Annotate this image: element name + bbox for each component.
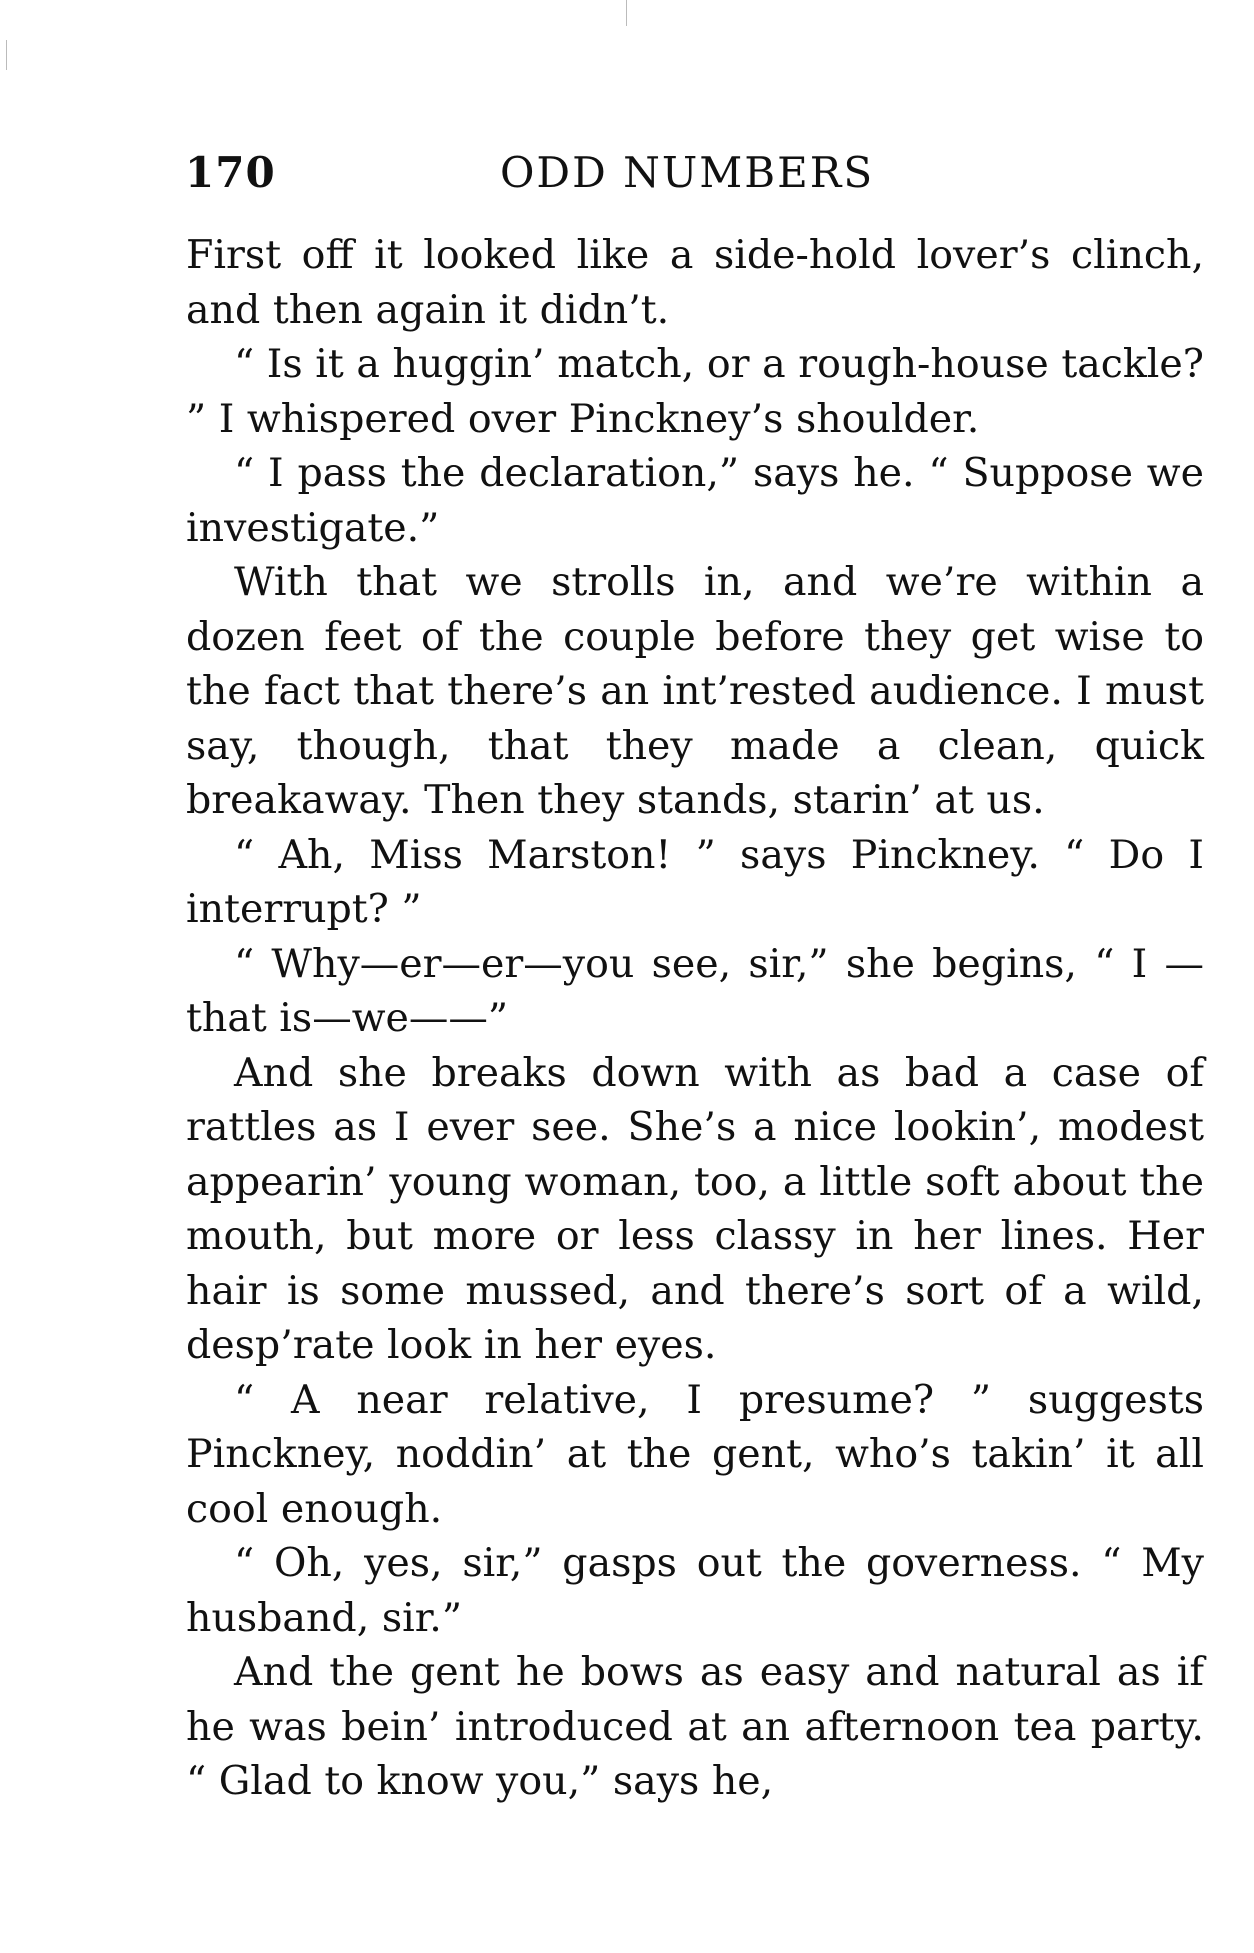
paragraph: “ A near relative, I presume? ” suggests Pinckney, noddin’ at the gent, who’s takin’ it all cool enough. (186, 1376, 1204, 1532)
paragraph: First off it looked like a side-hold lover’s clinch, and then again it didn’t. (186, 232, 1204, 333)
page-header (185, 148, 1200, 208)
body-text (186, 228, 1204, 1809)
running-title: ODD NUMBERS (500, 148, 875, 197)
paragraph: “ Why—er—er—you see, sir,” she begins, “ I —that is—we——” (186, 940, 1204, 1041)
paragraph: And the gent he bows as easy and natural as if he was bein’ introduced at an afternoon tea party. “ Glad to know you,” says he, (186, 1649, 1204, 1804)
paragraph: And she breaks down with as bad a case of rattles as I ever see. She’s a nice lookin’, modest appearin’ young woman, too, a little soft about the mouth, but more or less classy in her lines. Her hair is some mussed, and there’s sort of a wild, desp’rate look in her eyes. (186, 1049, 1204, 1368)
paragraph: “ Ah, Miss Marston! ” says Pinckney. “ Do I interrupt? ” (186, 831, 1204, 932)
paragraph: “ Oh, yes, sir,” gasps out the governess. “ My husband, sir.” (186, 1540, 1204, 1641)
scan-mark-top (626, 0, 627, 26)
paragraph: “ Is it a huggin’ match, or a rough-house tackle? ” I whispered over Pinckney’s shoulder. (186, 341, 1204, 442)
scan-mark-left (6, 40, 7, 70)
paragraph: “ I pass the declaration,” says he. “ Suppose we investigate.” (186, 450, 1204, 551)
paragraph: With that we strolls in, and we’re within a dozen feet of the couple before they get wise to the fact that there’s an int’rested audience. I must say, though, that they made a clean, quick breakaway. Then they stands, starin’ at us. (186, 559, 1204, 823)
page-number: 170 (185, 148, 276, 197)
